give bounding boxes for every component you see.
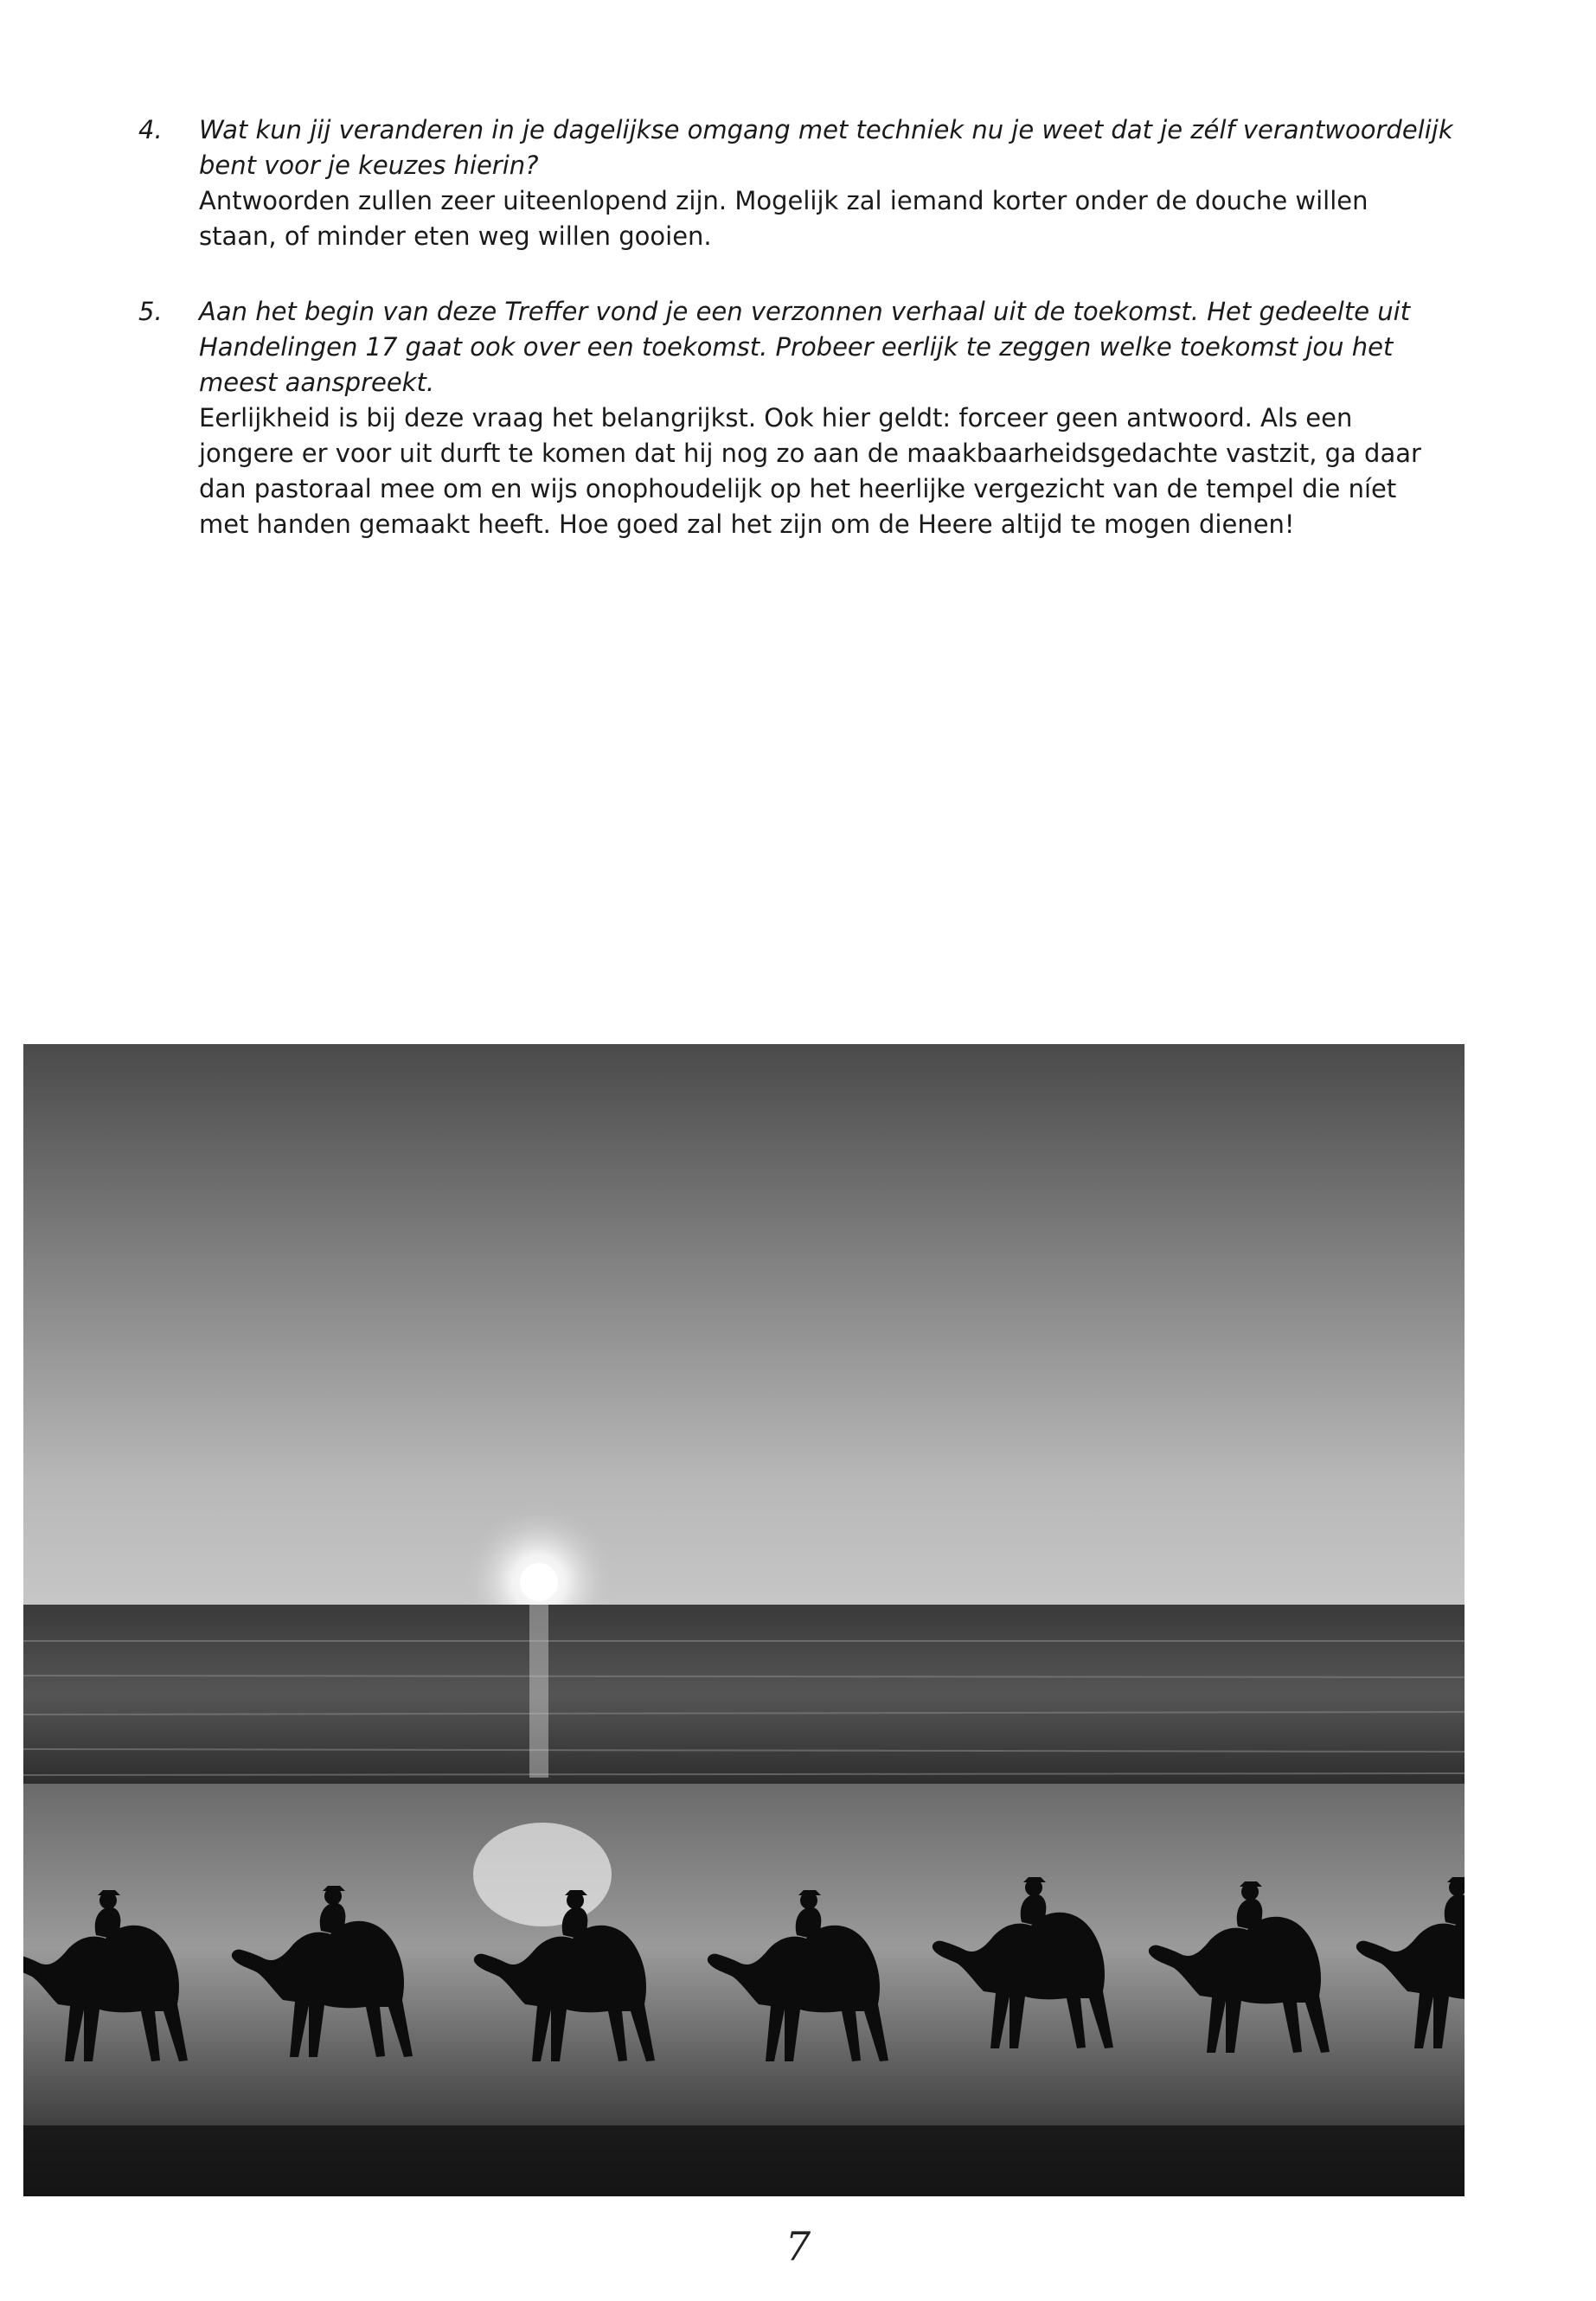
question-text: Aan het begin van deze Treffer vond je een verzonnen verhaal uit de toekomst. Het gedeelte uit Handelingen 17 gaat ook over een toekomst. Probeer eerlijk te zeggen welke toekomst jou het meest aanspreekt. xyxy=(199,297,1411,397)
answer-text: Antwoorden zullen zeer uiteenlopend zijn. Mogelijk zal iemand korter onder de douche willen staan, of minder eten weg willen gooien. xyxy=(199,186,1368,251)
question-number: 4. xyxy=(138,115,163,144)
camel-caravan-photo xyxy=(23,1044,1465,2196)
page-number: 7 xyxy=(785,2223,811,2270)
question-item-4 xyxy=(138,112,1453,254)
answer-text: Eerlijkheid is bij deze vraag het belangrijkst. Ook hier geldt: forceer geen antwoord. Als een jongere er voor uit durft te komen dat hij nog zo aan de maakbaarheidsgedachte vastzit, ga daar dan pastoraal mee om en wijs onophoudelijk op het heerlijke vergezicht van de tempel die níet met handen gemaakt heeft. Hoe goed zal het zijn om de Heere altijd te mogen dienen! xyxy=(199,403,1421,539)
question-number: 5. xyxy=(138,297,163,326)
question-item-5 xyxy=(138,294,1453,542)
question-text: Wat kun jij veranderen in je dagelijkse omgang met techniek nu je weet dat je zélf verantwoordelijk bent voor je keuzes hierin? xyxy=(199,115,1453,180)
sun-icon xyxy=(520,1563,558,1601)
